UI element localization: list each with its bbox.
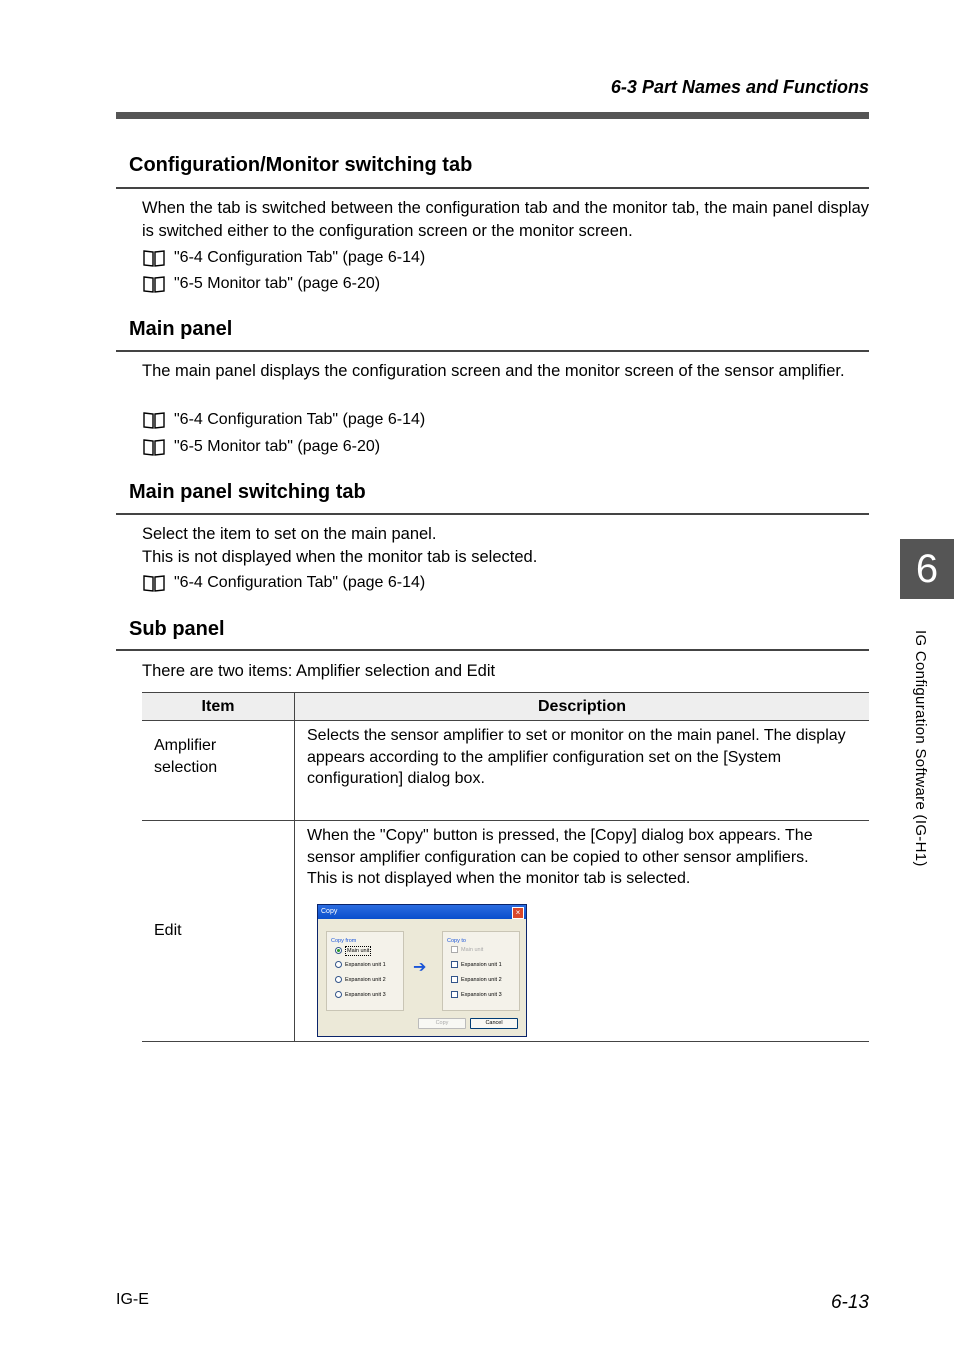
table-row [142, 821, 869, 1042]
paragraph: When the tab is switched between the configuration tab and the monitor tab, the main panel display is switched either to the configuration screen or the monitor screen. [142, 199, 869, 240]
reference-link[interactable] [142, 274, 380, 294]
heading-sub-panel: Sub panel [129, 618, 225, 640]
heading-main-panel-switching-tab: Main panel switching tab [129, 481, 366, 503]
description-text: This is not displayed when the monitor tab is selected. [307, 870, 691, 887]
checkbox-icon [451, 991, 458, 998]
paragraph-line: This is not displayed when the monitor tab is selected. [142, 548, 538, 566]
header-rule [116, 112, 869, 119]
book-icon [142, 438, 166, 456]
checkbox-icon [451, 946, 458, 953]
book-icon [142, 275, 166, 293]
table-row [142, 721, 869, 821]
heading-rule [116, 513, 869, 515]
footer-manual-code: IG-E [116, 1291, 149, 1308]
radio-icon [335, 991, 342, 998]
heading-rule [116, 187, 869, 189]
option-label: Expansion unit 1 [345, 961, 386, 968]
book-icon [142, 574, 166, 592]
radio-expansion-2[interactable] [335, 976, 386, 984]
sub-panel-table [142, 692, 869, 1042]
dialog-title: Copy [321, 907, 338, 915]
copy-to-group [442, 931, 520, 1011]
column-header-description: Description [295, 693, 870, 721]
option-label: Expansion unit 3 [345, 991, 386, 998]
chapter-tab: 6 [900, 539, 954, 599]
reference-link[interactable] [142, 573, 425, 593]
checkbox-icon [451, 976, 458, 983]
reference-text: "6-4 Configuration Tab" (page 6-14) [174, 574, 426, 591]
item-cell [142, 821, 295, 1042]
reference-link[interactable] [142, 410, 425, 430]
reference-link[interactable] [142, 248, 425, 268]
option-label: Expansion unit 3 [461, 991, 502, 998]
checkbox-main-unit[interactable] [451, 946, 483, 954]
description-text: When the "Copy" button is pressed, the [Copy] dialog box appears. The sensor amplifier configuration can be copied to other sensor amplifiers. [307, 827, 813, 866]
option-label: Main unit [347, 947, 370, 954]
reference-text: "6-4 Configuration Tab" (page 6-14) [174, 411, 426, 428]
running-header: 6-3 Part Names and Functions [610, 77, 869, 97]
table-header-row [142, 693, 869, 721]
radio-icon [335, 961, 342, 968]
radio-selected-icon [335, 947, 342, 954]
radio-icon [335, 976, 342, 983]
radio-main-unit[interactable] [335, 946, 371, 956]
radio-expansion-1[interactable] [335, 961, 386, 969]
chapter-side-label: IG Configuration Software (IG-H1) [912, 630, 929, 867]
column-header-item: Item [142, 693, 295, 721]
page-number: 6-13 [830, 1292, 869, 1313]
option-label: Expansion unit 1 [461, 961, 502, 968]
paragraph: There are two items: Amplifier selection and Edit [142, 662, 496, 680]
arrow-right-icon: ➔ [413, 958, 427, 976]
book-icon [142, 249, 166, 267]
heading-rule [116, 350, 869, 352]
checkbox-expansion-1[interactable] [451, 961, 502, 969]
option-label: Expansion unit 2 [345, 976, 386, 983]
option-label: Main unit [461, 946, 484, 953]
radio-expansion-3[interactable] [335, 991, 386, 999]
dialog-titlebar [318, 905, 526, 919]
checkbox-expansion-2[interactable] [451, 976, 502, 984]
group-label: Copy to [447, 937, 466, 944]
heading-main-panel: Main panel [129, 318, 233, 340]
reference-text: "6-5 Monitor tab" (page 6-20) [174, 438, 381, 455]
description-cell [295, 821, 870, 1042]
copy-button[interactable]: Copy [418, 1018, 466, 1029]
reference-text: "6-5 Monitor tab" (page 6-20) [174, 275, 381, 292]
group-label: Copy from [331, 937, 357, 944]
item-cell: Amplifier selection [142, 721, 295, 821]
cancel-button[interactable]: Cancel [470, 1018, 518, 1029]
copy-from-group [326, 931, 404, 1011]
paragraph-line: Select the item to set on the main panel. [142, 525, 437, 543]
checkbox-expansion-3[interactable] [451, 991, 502, 999]
heading-config-monitor-tab: Configuration/Monitor switching tab [129, 154, 473, 176]
close-icon[interactable]: × [512, 907, 524, 919]
book-icon [142, 411, 166, 429]
checkbox-icon [451, 961, 458, 968]
option-label: Expansion unit 2 [461, 976, 502, 983]
reference-text: "6-4 Configuration Tab" (page 6-14) [174, 249, 426, 266]
paragraph: The main panel displays the configuration screen and the monitor screen of the sensor amplifier. [142, 362, 845, 380]
reference-link[interactable] [142, 437, 380, 457]
copy-dialog-screenshot [317, 904, 527, 1037]
heading-rule [116, 649, 869, 651]
description-cell: Selects the sensor amplifier to set or monitor on the main panel. The display appears according to the amplifier configuration set on the [System configuration] dialog box. [295, 721, 870, 821]
item-text: Edit [154, 922, 182, 939]
